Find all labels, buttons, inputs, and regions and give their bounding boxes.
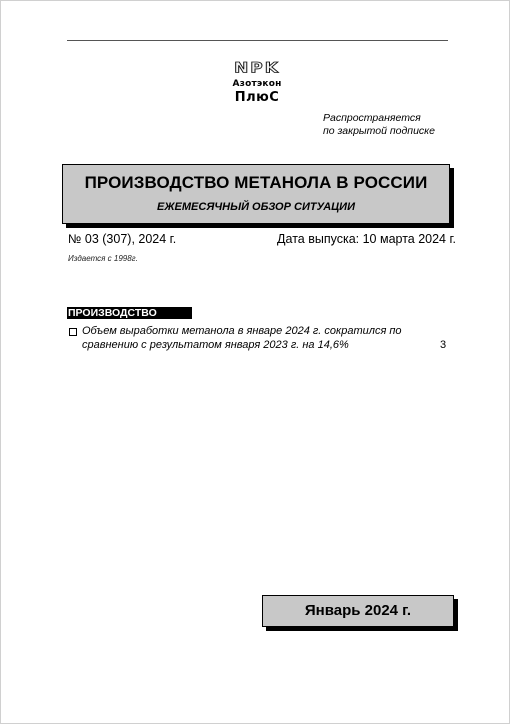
page-title: ПРОИЗВОДСТВО МЕТАНОЛА В РОССИИ [84,173,428,192]
published-since: Издается с 1998г. [68,254,138,263]
toc-item-page: 3 [440,339,447,351]
release-date: Дата выпуска: 10 марта 2024 г. [277,232,456,246]
logo-npk-text: NPK [234,59,280,77]
distribution-note [323,112,463,138]
title-box [62,164,450,224]
section-header-production: ПРОИЗВОДСТВО [67,307,192,319]
checkbox-bullet-icon [69,328,77,336]
page-subtitle: ЕЖЕМЕСЯЧНЫЙ ОБЗОР СИТУАЦИИ [157,201,355,213]
issue-info [68,232,456,246]
period-box: Январь 2024 г. [262,595,454,627]
issue-number: № 03 (307), 2024 г. [68,232,177,246]
distribution-line-1: Распространяется [323,112,421,124]
toc-item[interactable] [68,324,452,352]
logo-plus-text: ПлюС [234,90,280,105]
logo-azotekon-text: Азотэкон [232,79,282,89]
top-divider [67,40,448,41]
distribution-line-2: по закрытой подписке [323,125,435,137]
toc-item-text: Объем выработки метанола в январе 2024 г. сократился по сравнению с результатом января 2023 г. на 14,6% [82,325,402,351]
publisher-logo [222,58,292,114]
